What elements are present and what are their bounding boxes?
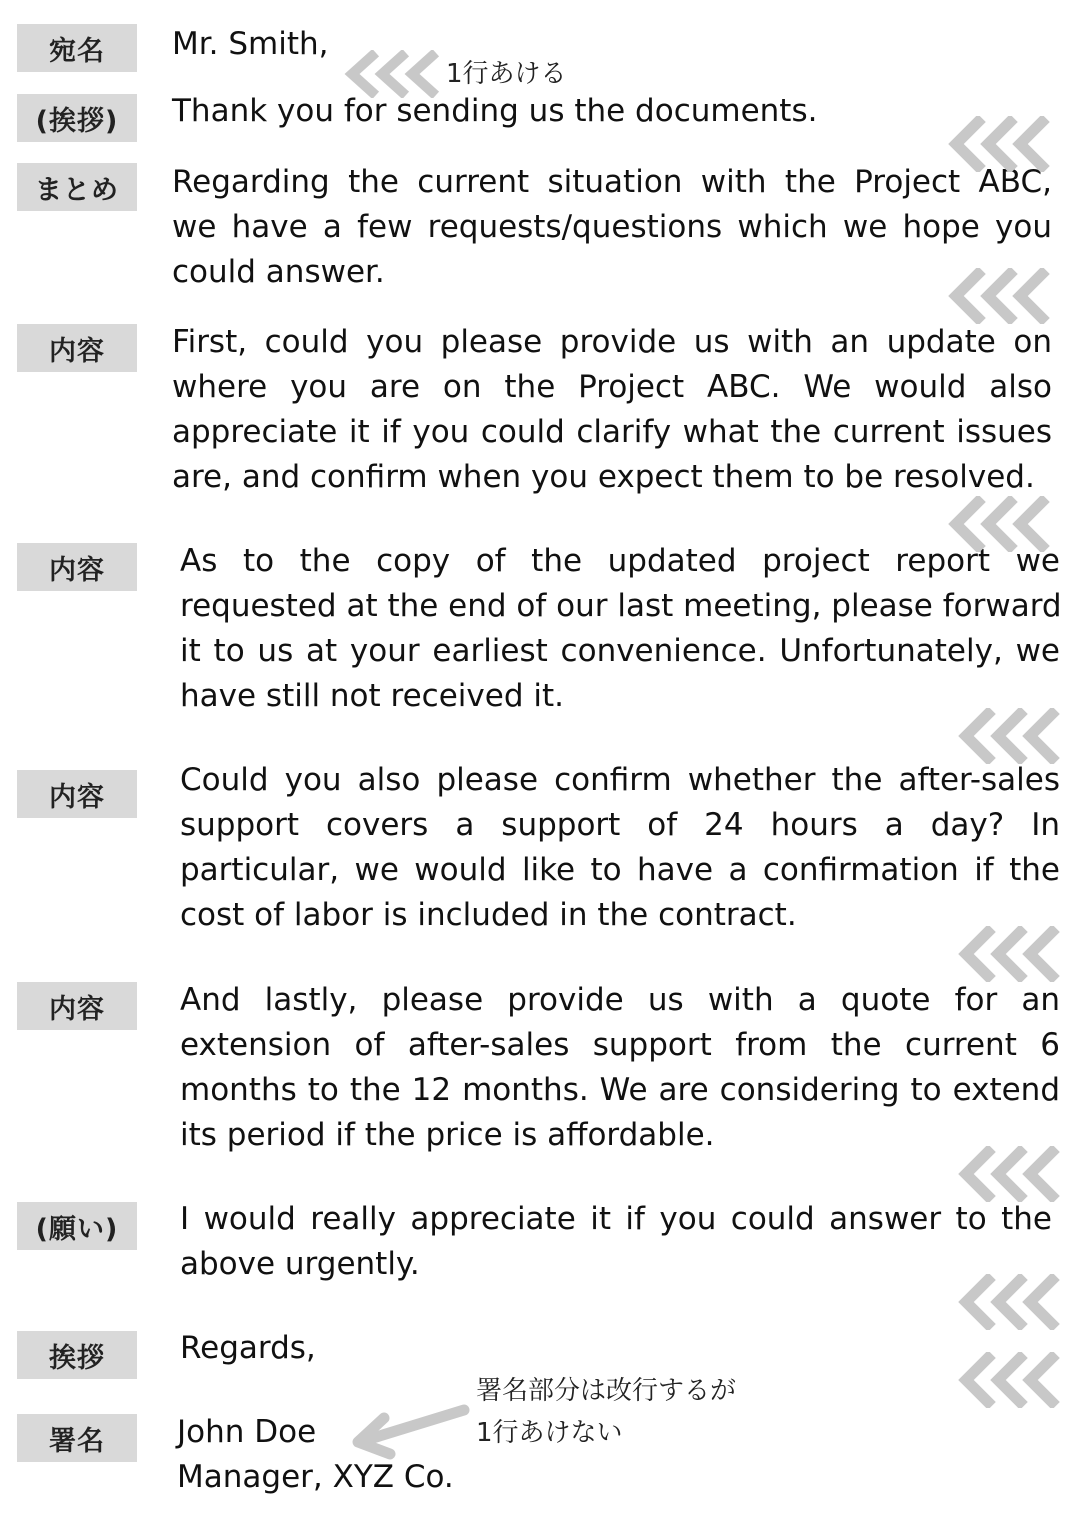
chevron-left-triple-icon xyxy=(958,708,1062,764)
content-3-line: particular, we would like to have a confirmation if the xyxy=(180,852,1060,888)
label-content-4: 内容 xyxy=(17,982,137,1030)
content-1-line: where you are on the Project ABC. We would also xyxy=(172,369,1052,405)
content-2-line: it to us at your earliest convenience. Unfortunately, we xyxy=(180,633,1060,669)
content-4-line: And lastly, please provide us with a quote for an xyxy=(180,982,1060,1018)
chevron-left-triple-icon xyxy=(344,50,448,98)
request-paragraph xyxy=(180,1197,1052,1287)
label-greeting: (挨拶) xyxy=(17,94,137,142)
chevron-left-triple-icon xyxy=(958,1146,1062,1202)
label-content-3: 内容 xyxy=(17,770,137,818)
content-1-line: appreciate it if you could clarify what the current issues xyxy=(172,414,1052,450)
request-line: above urgently. xyxy=(180,1246,420,1282)
summary-line: we have a few requests/questions which we hope you xyxy=(172,209,1052,245)
content-4-paragraph xyxy=(180,978,1060,1158)
label-summary: まとめ xyxy=(17,163,137,211)
content-2-line: As to the copy of the updated project report we xyxy=(180,543,1060,579)
label-content-2: 内容 xyxy=(17,543,137,591)
label-content-1: 内容 xyxy=(17,324,137,372)
signature-note-line-1: 署名部分は改行するが xyxy=(476,1376,737,1406)
chevron-left-triple-icon xyxy=(958,1352,1062,1408)
label-request: (願い) xyxy=(17,1202,137,1250)
content-2-paragraph xyxy=(180,539,1060,719)
signature-title: Manager, XYZ Co. xyxy=(177,1459,454,1495)
content-1-paragraph xyxy=(172,320,1052,500)
chevron-left-triple-icon xyxy=(948,116,1052,172)
summary-line: could answer. xyxy=(172,254,385,290)
signature-name: John Doe xyxy=(177,1414,317,1450)
content-4-line: its period if the price is affordable. xyxy=(180,1117,715,1153)
closing-text: Regards, xyxy=(180,1330,316,1366)
content-4-line: months to the 12 months. We are considering to extend xyxy=(180,1072,1060,1108)
request-line: I would really appreciate it if you could answer to the xyxy=(180,1201,1052,1237)
summary-line: Regarding the current situation with the Project ABC, xyxy=(172,164,1052,200)
content-3-line: cost of labor is included in the contract. xyxy=(180,897,797,933)
chevron-left-triple-icon xyxy=(958,1274,1062,1330)
salutation: Mr. Smith, xyxy=(172,26,329,62)
chevron-left-triple-icon xyxy=(948,268,1052,324)
greeting-text: Thank you for sending us the documents. xyxy=(172,93,818,129)
content-2-line: have still not received it. xyxy=(180,678,564,714)
label-closing: 挨拶 xyxy=(17,1331,137,1379)
arrow-left-icon xyxy=(344,1396,472,1460)
signature-note-line-2: 1行あけない xyxy=(476,1418,623,1448)
label-signature: 署名 xyxy=(17,1414,137,1462)
blank-line-note: 1行あける xyxy=(446,59,567,89)
chevron-left-triple-icon xyxy=(948,496,1052,552)
content-2-line: requested at the end of our last meeting, please forward xyxy=(180,588,1062,624)
chevron-left-triple-icon xyxy=(958,926,1062,982)
summary-paragraph xyxy=(172,160,1052,295)
label-addressee: 宛名 xyxy=(17,24,137,72)
content-4-line: extension of after-sales support from the current 6 xyxy=(180,1027,1060,1063)
content-1-line: are, and confirm when you expect them to be resolved. xyxy=(172,459,1035,495)
content-3-line: Could you also please confirm whether the after-sales xyxy=(180,762,1060,798)
content-3-line: support covers a support of 24 hours a day? In xyxy=(180,807,1060,843)
content-3-paragraph xyxy=(180,758,1060,938)
content-1-line: First, could you please provide us with an update on xyxy=(172,324,1052,360)
